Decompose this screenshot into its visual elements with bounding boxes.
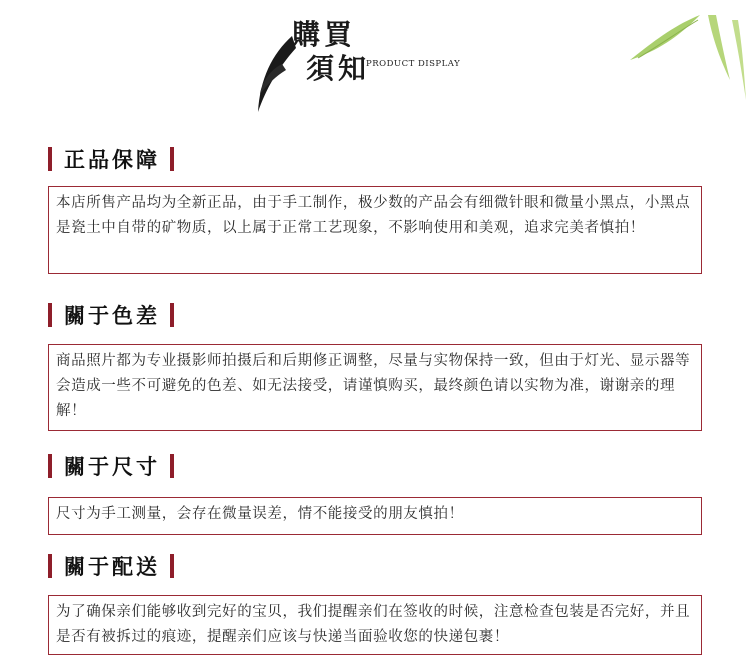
title-line-2: 須知: [306, 52, 371, 85]
section-heading-quality: [48, 144, 174, 174]
heading-bar-right: [170, 454, 174, 478]
section-heading-delivery: [48, 551, 174, 581]
title-block: [292, 18, 370, 86]
bamboo-leaves-icon: [620, 0, 750, 110]
section-title: 關于尺寸: [64, 455, 160, 479]
heading-bar-left: [48, 147, 52, 171]
section-box-color: 商品照片都为专业摄影师拍摄后和后期修正调整，尽量与实物保持一致，但由于灯光、显示器等会造成一些不可避免的色差、如无法接受，请谨慎购买，最终颜色请以实物为准，谢谢亲的理解！: [48, 344, 702, 431]
section-box-quality: 本店所售产品均为全新正品，由于手工制作，极少数的产品会有细微针眼和微量小黑点，小黑点是瓷土中自带的矿物质，以上属于正常工艺现象，不影响使用和美观，追求完美者慎拍！: [48, 186, 702, 274]
subtitle: PRODUCT DISPLAY: [366, 59, 461, 69]
section-box-size: 尺寸为手工测量，会存在微量误差，情不能接受的朋友慎拍！: [48, 497, 702, 535]
heading-bar-right: [170, 554, 174, 578]
heading-bar-right: [170, 147, 174, 171]
section-heading-color: [48, 300, 174, 330]
section-title: 正品保障: [64, 148, 160, 172]
heading-bar-left: [48, 454, 52, 478]
heading-bar-left: [48, 554, 52, 578]
heading-bar-right: [170, 303, 174, 327]
section-title: 關于色差: [64, 304, 160, 328]
section-heading-size: [48, 451, 174, 481]
heading-bar-left: [48, 303, 52, 327]
section-title: 關于配送: [64, 555, 160, 579]
section-box-delivery: 为了确保亲们能够收到完好的宝贝，我们提醒亲们在签收的时候，注意检查包装是否完好，并且是否有被拆过的痕迹，提醒亲们应该与快递当面验收您的快递包裹！: [48, 595, 702, 655]
title-line-1: 購買: [292, 18, 357, 51]
header: [0, 0, 750, 125]
